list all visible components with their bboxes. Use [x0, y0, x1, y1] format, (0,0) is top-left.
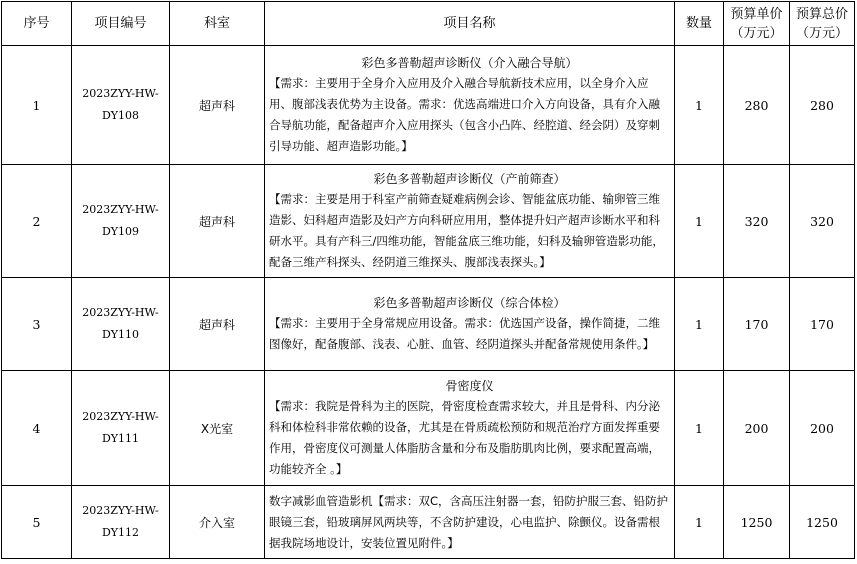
row-unit-price: 320 [724, 165, 790, 278]
row-code: 2023ZYY-HW-DY109 [72, 165, 170, 278]
table-row [2, 46, 855, 165]
row-qty: 1 [675, 165, 724, 278]
header-index: 序号 [2, 2, 72, 46]
row-qty: 1 [675, 486, 724, 559]
row-name-cell [265, 46, 675, 165]
row-dept: 超声科 [170, 165, 265, 278]
header-qty: 数量 [675, 2, 724, 46]
row-dept: X光室 [170, 371, 265, 486]
row-name-cell [265, 371, 675, 486]
row-code: 2023ZYY-HW-DY108 [72, 46, 170, 165]
row-qty: 1 [675, 46, 724, 165]
row-total-price: 170 [790, 278, 855, 371]
row-dept: 超声科 [170, 46, 265, 165]
row-title: 骨密度仪 [445, 378, 494, 393]
procurement-table [1, 1, 855, 559]
row-title: 彩色多普勒超声诊断仪（产前筛查） [373, 171, 566, 186]
row-code: 2023ZYY-HW-DY112 [72, 486, 170, 559]
header-dept: 科室 [170, 2, 265, 46]
row-unit-price: 200 [724, 371, 790, 486]
table-row [2, 165, 855, 278]
row-index: 4 [2, 371, 72, 486]
row-index: 3 [2, 278, 72, 371]
header-row [2, 2, 855, 46]
row-desc: 数字减影血管造影机【需求：双C，含高压注射器一套，铅防护服三套、铅防护眼镜三套，铅玻璃屏风两块等，不含防护建设，心电监护、除颤仪。设备需根据我院场地设计，安装位置见附件。】 [269, 493, 669, 550]
row-dept: 介入室 [170, 486, 265, 559]
row-index: 2 [2, 165, 72, 278]
header-code: 项目编号 [72, 2, 170, 46]
row-total-price: 1250 [790, 486, 855, 559]
row-title: 彩色多普勒超声诊断仪（综合体检） [373, 295, 566, 310]
row-unit-price: 1250 [724, 486, 790, 559]
row-name-cell [265, 486, 675, 559]
row-index: 1 [2, 46, 72, 165]
row-qty: 1 [675, 371, 724, 486]
table-row [2, 486, 855, 559]
row-unit-price: 280 [724, 46, 790, 165]
row-code: 2023ZYY-HW-DY110 [72, 278, 170, 371]
table-row [2, 278, 855, 371]
row-code: 2023ZYY-HW-DY111 [72, 371, 170, 486]
row-unit-price: 170 [724, 278, 790, 371]
row-desc: 【需求：我院是骨科为主的医院，骨密度检查需求较大，并且是骨科、内分泌科和体检科非常依赖的设备，尤其是在骨质疏松预防和规范治疗方面发挥重要作用，骨密度仪可测量人体脂肪含量和分布及脂肪肌肉比例，要求配置高端，功能较齐全 。】 [269, 398, 660, 476]
row-name-cell [265, 165, 675, 278]
table-row [2, 371, 855, 486]
row-qty: 1 [675, 278, 724, 371]
row-title: 彩色多普勒超声诊断仪（介入融合导航） [361, 55, 578, 70]
row-desc: 【需求：主要是用于科室产前筛查疑难病例会诊、智能盆底功能、输卵管三维造影、妇科超声造影及妇产方向科研应用用，整体提升妇产超声诊断水平和科研水平。具有产科三/四维功能，智能盆底三维功能，妇科及输卵管造影功能，配备三维产科探头、经阴道三维探头、腹部浅表探头。】 [269, 191, 664, 269]
row-total-price: 200 [790, 371, 855, 486]
row-desc: 【需求：主要用于全身介入应用及介入融合导航新技术应用，以全身介入应用、腹部浅表优势为主设备。需求：优选高端进口介入方向设备，具有介入融合导航功能，配备超声介入应用探头（包含小凸阵、经腔道、经会阴）及穿刺引导功能、超声造影功能。】 [269, 75, 660, 153]
header-unit-price: 预算单价（万元） [724, 2, 790, 46]
header-total-price: 预算总价（万元） [790, 2, 855, 46]
row-dept: 超声科 [170, 278, 265, 371]
row-total-price: 280 [790, 46, 855, 165]
row-name-cell [265, 278, 675, 371]
header-name: 项目名称 [265, 2, 675, 46]
row-index: 5 [2, 486, 72, 559]
row-desc: 【需求：主要用于全身常规应用设备。需求：优选国产设备，操作简捷，二维图像好，配备腹部、浅表、心脏、血管、经阴道探头并配备常规使用条件。】 [269, 315, 660, 351]
row-total-price: 320 [790, 165, 855, 278]
